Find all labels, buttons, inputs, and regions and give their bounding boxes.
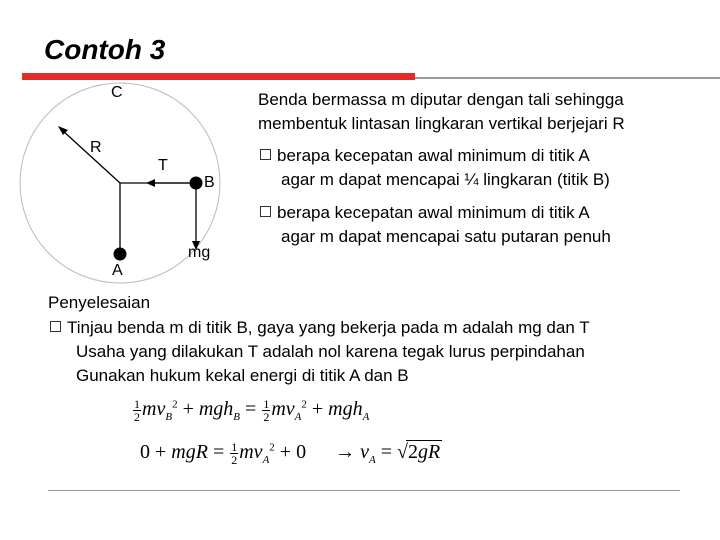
slide-title: Contoh 3: [44, 34, 166, 65]
bullet-icon: [260, 206, 271, 217]
problem-statement: [258, 88, 625, 136]
solution-body: [50, 316, 590, 388]
problem-line-2: membentuk lintasan lingkaran vertikal berjejari R: [258, 114, 625, 133]
label-a: A: [112, 262, 123, 279]
label-c: C: [111, 84, 123, 101]
tension-arrowhead: [146, 179, 155, 187]
footer-divider: [48, 490, 680, 491]
solution-line-1: Tinjau benda m di titik B, gaya yang bekerja pada m adalah mg dan T: [67, 318, 590, 337]
solution-line-2: Usaha yang dilakukan T adalah nol karena tegak lurus perpindahan: [76, 342, 585, 361]
mass-at-b: [190, 177, 203, 190]
solution-heading: Penyelesaian: [48, 293, 151, 312]
question-1: [260, 144, 610, 192]
label-t: T: [158, 157, 168, 174]
label-b: B: [204, 174, 215, 191]
equation-energy-conservation: $\frac{1}{2}$ $mv_B^2 + mgh_B$ = $\frac{1}{2}$ $mv_A^2 + mgh_A$: [134, 397, 370, 424]
mass-at-a: [114, 248, 127, 261]
solution-line-3: Gunakan hukum kekal energi di titik A dan B: [76, 366, 409, 385]
question-1-line-1: berapa kecepatan awal minimum di titik A: [277, 146, 590, 165]
question-2-line-2: agar m dapat mencapai satu putaran penuh: [281, 227, 611, 246]
label-r: R: [90, 139, 102, 156]
question-1-line-2: agar m dapat mencapai ¼ lingkaran (titik B): [281, 170, 610, 189]
bullet-icon: [50, 321, 61, 332]
equation-solution: 0 + mgR = $\frac{1}{2}$ $mv_A^2 + 0 \to v_A = √2gR$: [140, 439, 441, 467]
label-mg: mg: [188, 244, 211, 261]
question-2-line-1: berapa kecepatan awal minimum di titik A: [277, 203, 590, 222]
question-2: [260, 201, 611, 249]
bullet-icon: [260, 149, 271, 160]
problem-line-1: Benda bermassa m diputar dengan tali sehingga: [258, 90, 624, 109]
